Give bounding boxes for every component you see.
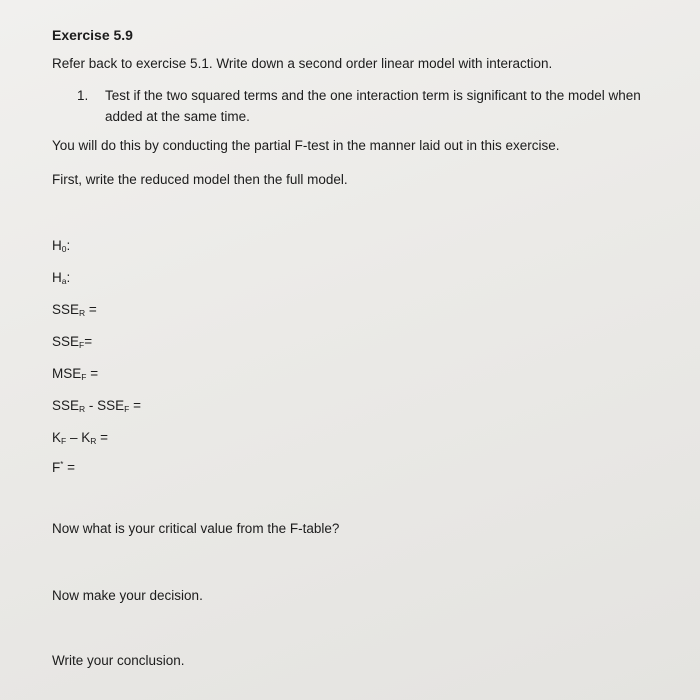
instruction-text: You will do this by conducting the partial F-test in the manner laid out in this exercise. xyxy=(52,138,560,153)
mse-full-label: $MSE_F$ = xyxy=(52,366,99,382)
item-number: 1. xyxy=(77,88,89,103)
sse-difference-label: $SSE_R - SSE_F$ = xyxy=(52,398,142,414)
first-step-text: First, write the reduced model then the full model. xyxy=(52,172,348,187)
item-text-line2: added at the same time. xyxy=(105,109,250,124)
exercise-title: Exercise 5.9 xyxy=(52,27,133,43)
alt-hypothesis-label: $H_a$: xyxy=(52,270,71,286)
k-difference-label: $K_F - K_R$ = xyxy=(52,430,109,446)
critical-value-question: Now what is your critical value from the F-table? xyxy=(52,521,340,536)
sse-reduced-label: $SSE_R$ = xyxy=(52,302,97,318)
sse-full-label: $SSE_F=$ xyxy=(52,334,93,350)
item-text-line1: Test if the two squared terms and the one interaction term is significant to the model when xyxy=(105,88,641,103)
exercise-intro: Refer back to exercise 5.1. Write down a second order linear model with interaction. xyxy=(52,56,553,71)
null-hypothesis-label: $H_0$: xyxy=(52,238,71,254)
f-statistic-label: F* = xyxy=(52,460,76,475)
decision-prompt: Now make your decision. xyxy=(52,588,203,603)
conclusion-prompt: Write your conclusion. xyxy=(52,653,185,668)
